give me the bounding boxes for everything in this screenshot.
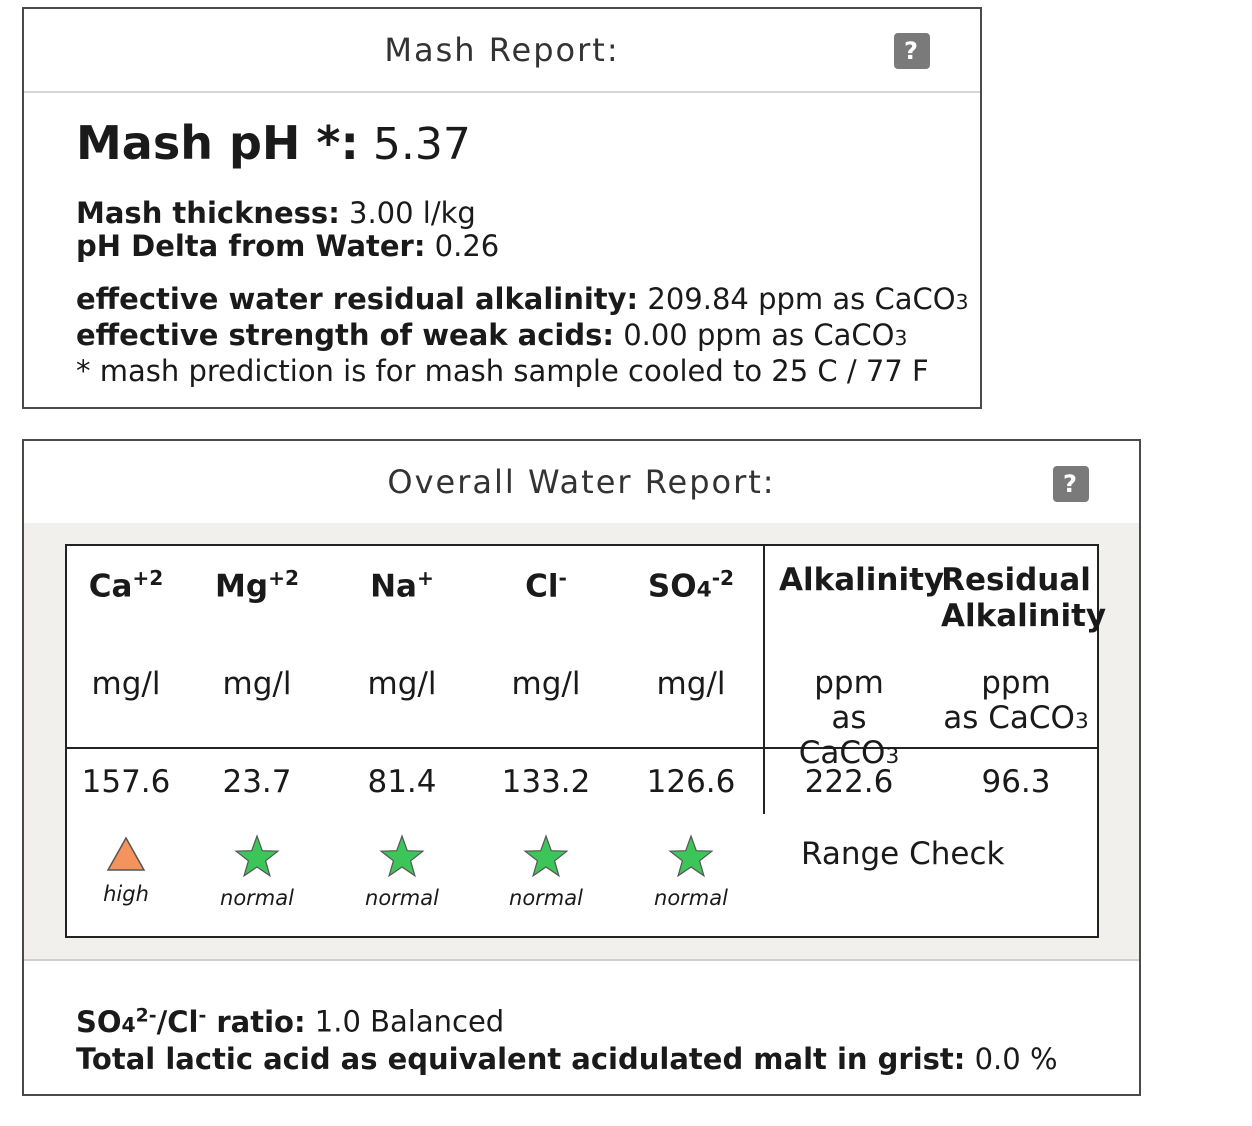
lactic-acid-value: 0.0 % (974, 1041, 1058, 1076)
mash-note: * mash prediction is for mash sample cooled to 25 C / 77 F (76, 354, 929, 388)
lactic-acid-row (76, 1042, 1058, 1076)
ion-unit-ca: mg/l (91, 666, 161, 702)
effective-ra-value: 209.84 ppm as CaCO (647, 282, 956, 316)
water-report-header (24, 441, 1139, 525)
water-report-footer (76, 999, 1058, 1076)
ion-header-cl: Cl- (525, 566, 567, 605)
mash-ph-value: 5.37 (372, 119, 471, 170)
ph-delta-label: pH Delta from Water: (76, 229, 426, 263)
ion-unit-cl: mg/l (511, 666, 581, 702)
mash-report-body (24, 117, 980, 388)
ion-header-so: $SO4^{-2}$ (647, 566, 735, 605)
star-icon (372, 832, 432, 882)
warning-triangle-icon (96, 832, 156, 882)
water-report-title: Overall Water Report: (387, 463, 776, 501)
residual-unit-ppm: ppm (981, 665, 1051, 701)
caco3-subscript: 3 (955, 290, 969, 314)
ph-delta-value: 0.26 (434, 229, 500, 263)
mash-ph-label: Mash pH *: (76, 116, 359, 170)
caco3-subscript: 3 (894, 326, 908, 350)
alkalinity-unit (779, 666, 919, 774)
water-help-button[interactable]: ? (1053, 466, 1089, 502)
ion-unit-so: mg/l (656, 666, 726, 702)
ion-header-mg: $Mg^{+2}$ (215, 566, 299, 605)
weak-acids-value: 0.00 ppm as CaCO (623, 318, 895, 352)
ratio-label: $SO4^{2-}/Cl^-$ ratio: (76, 1004, 306, 1039)
lactic-acid-label: Total lactic acid as equivalent acidulated malt in grist: (76, 1041, 966, 1076)
mash-thickness-value: 3.00 l/kg (349, 196, 476, 230)
residual-header-line1: Residual (941, 562, 1091, 598)
alkalinity-value: 222.6 (804, 764, 894, 800)
ph-delta-row (76, 230, 980, 263)
star-icon (516, 832, 576, 882)
ion-value-so: 126.6 (646, 764, 736, 800)
range-check-label: Range Check (801, 836, 1005, 872)
ion-status-ca: high (103, 882, 149, 906)
sulfate-chloride-ratio-row (76, 999, 1058, 1042)
star-icon (227, 832, 287, 882)
ion-value-na: 81.4 (367, 764, 437, 800)
effective-ra-row (76, 283, 980, 319)
ion-unit-na: mg/l (367, 666, 437, 702)
star-icon (661, 832, 721, 882)
ion-header-ca: $Ca^{+2}$ (88, 566, 164, 605)
residual-unit-caco3: as CaCO3 (943, 700, 1089, 736)
ion-header-na: Na+ (370, 566, 434, 605)
mash-report-header (24, 9, 980, 93)
residual-header-line2: Alkalinity (941, 598, 1107, 634)
ion-status-cl: normal (509, 886, 583, 910)
weak-acids-row (76, 319, 980, 355)
mash-report-panel (22, 7, 982, 409)
mash-thickness-row (76, 197, 980, 230)
alkalinity-unit-ppm: ppm (814, 665, 884, 701)
ion-value-ca: 157.6 (81, 764, 171, 800)
ion-value-mg: 23.7 (222, 764, 292, 800)
mash-thickness-label: Mash thickness: (76, 196, 340, 230)
ion-status-so: normal (654, 886, 728, 910)
weak-acids-label: effective strength of weak acids: (76, 318, 614, 352)
ion-status-na: normal (365, 886, 439, 910)
alkalinity-unit-caco3: as CaCO3 (798, 700, 900, 771)
mash-report-title: Mash Report: (384, 31, 620, 69)
mash-help-button[interactable]: ? (894, 33, 930, 69)
mash-ph-line (76, 117, 980, 171)
residual-alkalinity-unit (941, 666, 1091, 739)
residual-alkalinity-value: 96.3 (981, 764, 1051, 800)
effective-ra-label: effective water residual alkalinity: (76, 282, 639, 316)
ion-unit-mg: mg/l (222, 666, 292, 702)
water-profile-table (65, 544, 1107, 938)
alkalinity-header: Alkalinity (779, 562, 945, 598)
residual-alkalinity-header (941, 562, 1107, 634)
table-divider-horizontal (67, 747, 1097, 749)
ion-status-mg: normal (220, 886, 294, 910)
water-table-area (24, 523, 1139, 961)
ratio-value: 1.0 Balanced (314, 1004, 505, 1039)
water-report-panel (22, 439, 1141, 1096)
ion-value-cl: 133.2 (501, 764, 591, 800)
table-divider-vertical (763, 546, 765, 814)
